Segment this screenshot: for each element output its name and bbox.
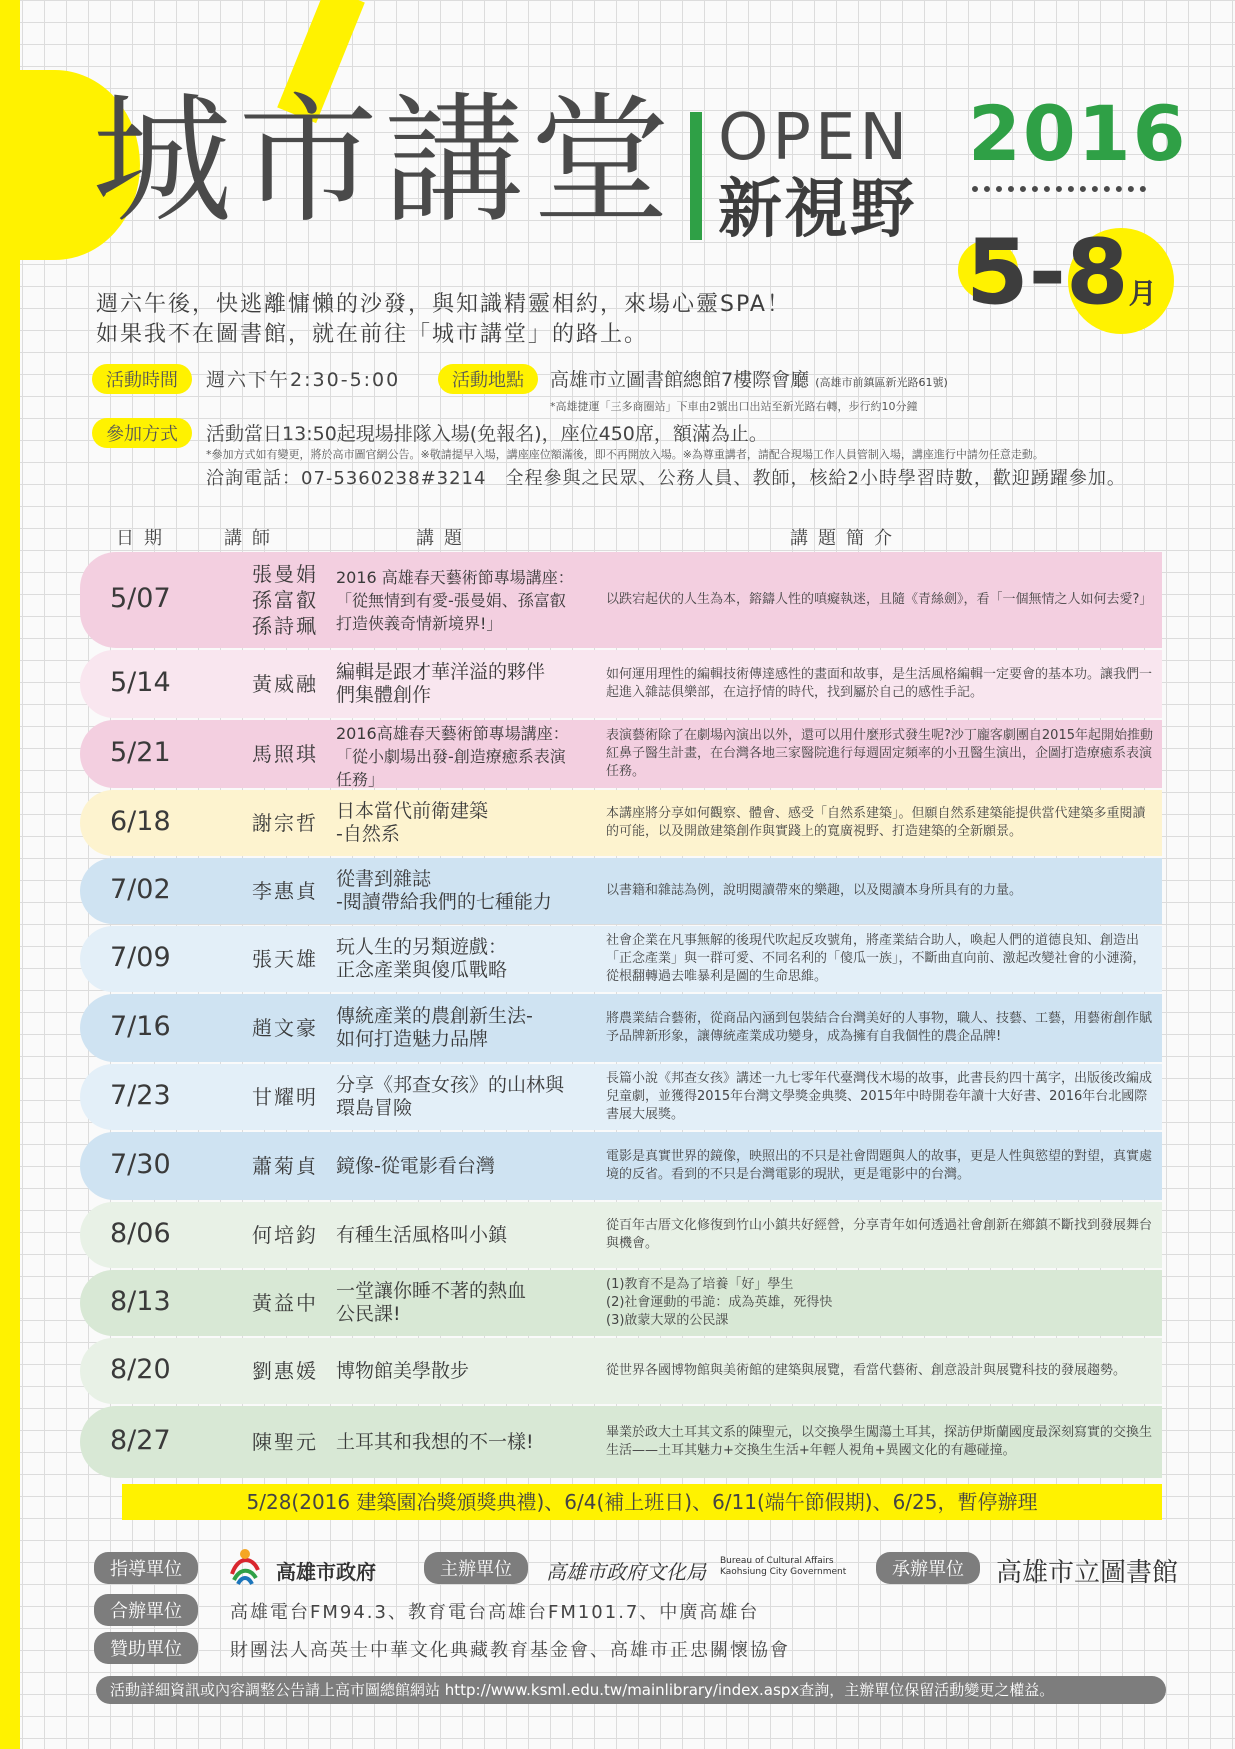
schedule-topic: 土耳其和我想的不一樣!: [336, 1430, 534, 1453]
schedule-date: 7/30: [110, 1149, 171, 1180]
guide-label: 指導單位: [94, 1552, 198, 1584]
schedule-row: [80, 790, 1162, 856]
schedule-date: 7/02: [110, 874, 171, 905]
sponsor-value: 財團法人高英士中華文化典藏教育基金會、高雄市正忠關懷協會: [230, 1640, 790, 1661]
schedule-date: 7/23: [110, 1080, 171, 1111]
join-row: [92, 418, 768, 448]
header-topic: 講題: [416, 528, 472, 549]
join-value: 活動當日13:50起現場排隊入場(免報名)，座位450席，額滿為止。: [206, 423, 768, 445]
host-org-en-line1: Bureau of Cultural Affairs: [720, 1556, 834, 1566]
place-address: (高雄市前鎮區新光路61號): [815, 376, 948, 389]
schedule-speaker: 馬照琪: [252, 742, 318, 766]
place-note: *高雄捷運「三多商圈站」下車由2號出口出站至新光路右轉，步行約10分鐘: [550, 400, 918, 413]
join-note: *參加方式如有變更，將於高市圖官網公告。※敬請提早入場，講座座位額滿後，即不再開放入場。※為尊重講者，請配合現場工作人員管制入場，講座進行中請勿任意走動。: [206, 448, 1044, 461]
schedule-description: 從世界各國博物館與美術館的建築與展覽，看當代藝術、創意設計與展覽科技的發展趨勢。: [606, 1363, 1127, 1378]
schedule-date: 5/14: [110, 667, 171, 698]
schedule-date: 8/20: [110, 1354, 171, 1385]
schedule-description: 長篇小說《邦查女孩》講述一九七零年代臺灣伐木場的故事，此書長約四十萬字，出版後改編成兒童劇，並獲得2015年台灣文學獎金典獎、2015年中時開卷年讀十大好書、2016年台北國際書展大展獎。: [606, 1071, 1153, 1122]
schedule-description: 社會企業在凡事無解的後現代吹起反攻號角，將產業結合助人，喚起人們的道德良知、創造出「正念產業」與一群可愛、不同名利的「傻瓜一族」，不斷曲直向前、激起改變社會的小漣漪，從根翻轉過去唯暴利是圖的生命思維。: [606, 933, 1146, 984]
schedule-speaker: 陳聖元: [252, 1430, 318, 1454]
schedule-speaker: 謝宗哲: [252, 811, 318, 835]
intro-line-1: 週六午後，快逃離慵懶的沙發，與知識精靈相約，來場心靈SPA！: [96, 292, 791, 317]
co-label: 合辦單位: [94, 1594, 198, 1626]
time-label: 活動時間: [92, 364, 192, 394]
host-org: 高雄市政府文化局: [546, 1560, 706, 1584]
poster-title: 城市講堂: [92, 80, 677, 243]
header-date: 日期: [116, 528, 172, 549]
host-org-en-line2: Kaohsiung City Government: [720, 1567, 847, 1577]
schedule-description: (1)教育不是為了培養「好」學生 (2)社會運動的弔詭：成為英雄，死得快 (3)啟蒙大眾的公民課: [606, 1277, 833, 1328]
title-subtitle: 新視野: [718, 173, 916, 247]
kaohsiung-city-logo-icon: [228, 1546, 262, 1586]
schedule-description: 畢業於政大土耳其文系的陳聖元，以交換學生闖蕩土耳其，探訪伊斯蘭國度最深刻寫實的交換生生活——土耳其魅力+交換生生活+年輕人視角+異國文化的有趣碰撞。: [606, 1425, 1153, 1458]
schedule-description: 以書籍和雜誌為例，說明閱讀帶來的樂趣，以及閱讀本身所具有的力量。: [606, 883, 1023, 898]
schedule-row: [80, 1406, 1162, 1478]
header-summary: 講題簡介: [790, 528, 902, 549]
schedule-speaker: 黃益中: [252, 1291, 318, 1315]
date-range: [966, 220, 1157, 325]
schedule-date: 7/16: [110, 1011, 171, 1042]
year-label: 2016: [968, 89, 1188, 178]
schedule-date: 5/07: [110, 583, 171, 614]
place-row: [438, 364, 948, 394]
schedule-date: 7/09: [110, 942, 171, 973]
schedule-row: [80, 1202, 1162, 1268]
schedule-row: [80, 926, 1162, 992]
schedule-row: [80, 720, 1162, 788]
schedule-speaker: 何培鈞: [252, 1223, 318, 1247]
schedule-topic: 玩人生的另類遊戲： 正念產業與傻瓜戰略: [336, 936, 508, 981]
place-label: 活動地點: [438, 364, 538, 394]
left-yellow-bar: [0, 0, 20, 1749]
schedule-description: 從百年古厝文化修復到竹山小鎮共好經營，分享青年如何透過社會創新在鄉鎮不斷找到發展舞台與機會。: [606, 1218, 1153, 1251]
schedule-row: [80, 858, 1162, 924]
schedule-speaker: 劉惠媛: [252, 1359, 318, 1383]
bottom-note: 活動詳細資訊或內容調整公告請上高市圖總館網站 http://www.ksml.edu.tw/mainlibrary/index.aspx查詢，主辦單位保留活動變更之權益。: [96, 1676, 1166, 1704]
schedule-row: [80, 1064, 1162, 1130]
schedule-topic: 傳統產業的農創新生法- 如何打造魅力品牌: [336, 1005, 533, 1050]
schedule-speaker: 趙文豪: [252, 1016, 318, 1040]
time-row: [92, 364, 400, 394]
schedule-description: 本講座將分享如何觀察、體會、感受「自然系建築」。但願自然系建築能提供當代建築多重閱讀的可能，以及開啟建築創作與實踐上的寬廣視野、打造建築的全新願景。: [606, 806, 1146, 839]
time-value: 週六下午2:30-5:00: [206, 369, 401, 391]
schedule-description: 如何運用理性的編輯技術傳達感性的畫面和故事，是生活風格編輯一定要會的基本功。讓我們一起進入雜誌俱樂部，在這抒情的時代，找到屬於自己的感性手記。: [606, 667, 1153, 700]
schedule-date: 5/21: [110, 737, 171, 768]
join-label: 參加方式: [92, 418, 192, 448]
suspend-note: 5/28(2016 建築園冶獎頒獎典禮)、6/4(補上班日)、6/11(端午節假期)、6/25，暫停辦理: [122, 1484, 1162, 1520]
schedule-row: [80, 1270, 1162, 1336]
intro-line-2: 如果我不在圖書館，就在前往「城市講堂」的路上。: [96, 322, 649, 347]
schedule-row: [80, 650, 1162, 718]
intro-text: [96, 290, 791, 350]
schedule-speaker: 李惠貞: [252, 879, 318, 903]
schedule-topic: 鏡像-從電影看台灣: [336, 1154, 495, 1177]
schedule-date: 8/27: [110, 1425, 171, 1456]
title-divider: [690, 112, 702, 240]
title-open: OPEN: [718, 101, 912, 175]
schedule-description: 表演藝術除了在劇場內演出以外，還可以用什麼形式發生呢?沙丁龐客劇團自2015年起開始推動紅鼻子醫生計畫，在台灣各地三家醫院進行每週固定頻率的小丑醫生演出，企圖打造療癒系表演任務。: [606, 728, 1153, 779]
co-value: 高雄電台FM94.3、教育電台高雄台FM101.7、中廣高雄台: [230, 1602, 760, 1623]
organizer-org: 高雄市立圖書館: [996, 1558, 1179, 1588]
schedule-description: 電影是真實世界的鏡像，映照出的不只是社會問題與人的故事，更是人性與慾望的對望，真實處境的反省。看到的不只是台灣電影的現狀，更是電影中的台灣。: [606, 1149, 1153, 1182]
header-speaker: 講師: [224, 528, 280, 549]
schedule-speaker: 蕭菊貞: [252, 1154, 318, 1178]
guide-org: 高雄市政府: [276, 1560, 376, 1584]
schedule-topic: 2016高雄春天藝術節專場講座： 「從小劇場出發-創造療癒系表演 任務」: [336, 724, 569, 789]
schedule-topic: 2016 高雄春天藝術節專場講座： 「從無情到有愛-張曼娟、孫富叡 打造俠義奇情新境界!」: [336, 567, 574, 633]
sponsor-label: 贊助單位: [94, 1632, 198, 1664]
schedule-topic: 有種生活風格叫小鎮: [336, 1223, 508, 1246]
date-range-value: 5-8: [966, 220, 1129, 325]
schedule-description: 以跌宕起伏的人生為本，鎔鑄人性的嗔癡執迷，且隨《青絲劍》，看「一個無情之人如何去愛?」: [606, 592, 1153, 607]
schedule-date: 8/06: [110, 1218, 171, 1249]
schedule-description: 將農業結合藝術，從商品內涵到包裝結合台灣美好的人事物，職人、技藝、工藝，用藝術創作賦予品牌新形象，讓傳統產業成功變身，成為擁有自我個性的農企品牌!: [606, 1011, 1153, 1044]
schedule-topic: 博物館美學散步: [336, 1359, 470, 1382]
schedule-speaker: 黃威融: [252, 672, 318, 696]
contact-info: 洽詢電話：07-5360238#3214 全程參與之民眾、公務人員、教師，核給2小時學習時數，歡迎踴躍參加。: [206, 468, 1126, 489]
schedule-speaker: 甘耀明: [252, 1085, 318, 1109]
host-label: 主辦單位: [424, 1552, 528, 1584]
dotted-divider: [972, 186, 1146, 192]
schedule-date: 6/18: [110, 806, 171, 837]
schedule-row: [80, 552, 1162, 648]
schedule-topic: 分享《邦查女孩》的山林與 環島冒險: [336, 1074, 565, 1119]
schedule-topic: 日本當代前衛建築 -自然系: [336, 800, 489, 845]
schedule-row: [80, 1338, 1162, 1404]
schedule-date: 8/13: [110, 1286, 171, 1317]
schedule-row: [80, 994, 1162, 1062]
date-range-month: 月: [1128, 277, 1157, 310]
schedule-topic: 一堂讓你睡不著的熱血 公民課!: [336, 1280, 527, 1325]
host-org-en: [720, 1556, 846, 1578]
schedule-row: [80, 1132, 1162, 1200]
place-value: 高雄市立圖書館總館7樓際會廳: [550, 369, 810, 391]
schedule-topic: 從書到雜誌 -閱讀帶給我們的七種能力: [336, 868, 552, 913]
schedule-speaker: 張天雄: [252, 947, 318, 971]
organizer-label: 承辦單位: [876, 1552, 980, 1584]
schedule-topic: 編輯是跟才華洋溢的夥伴 們集體創作: [336, 661, 546, 706]
schedule-speaker: 張曼娟 孫富叡 孫詩珮: [252, 562, 318, 638]
